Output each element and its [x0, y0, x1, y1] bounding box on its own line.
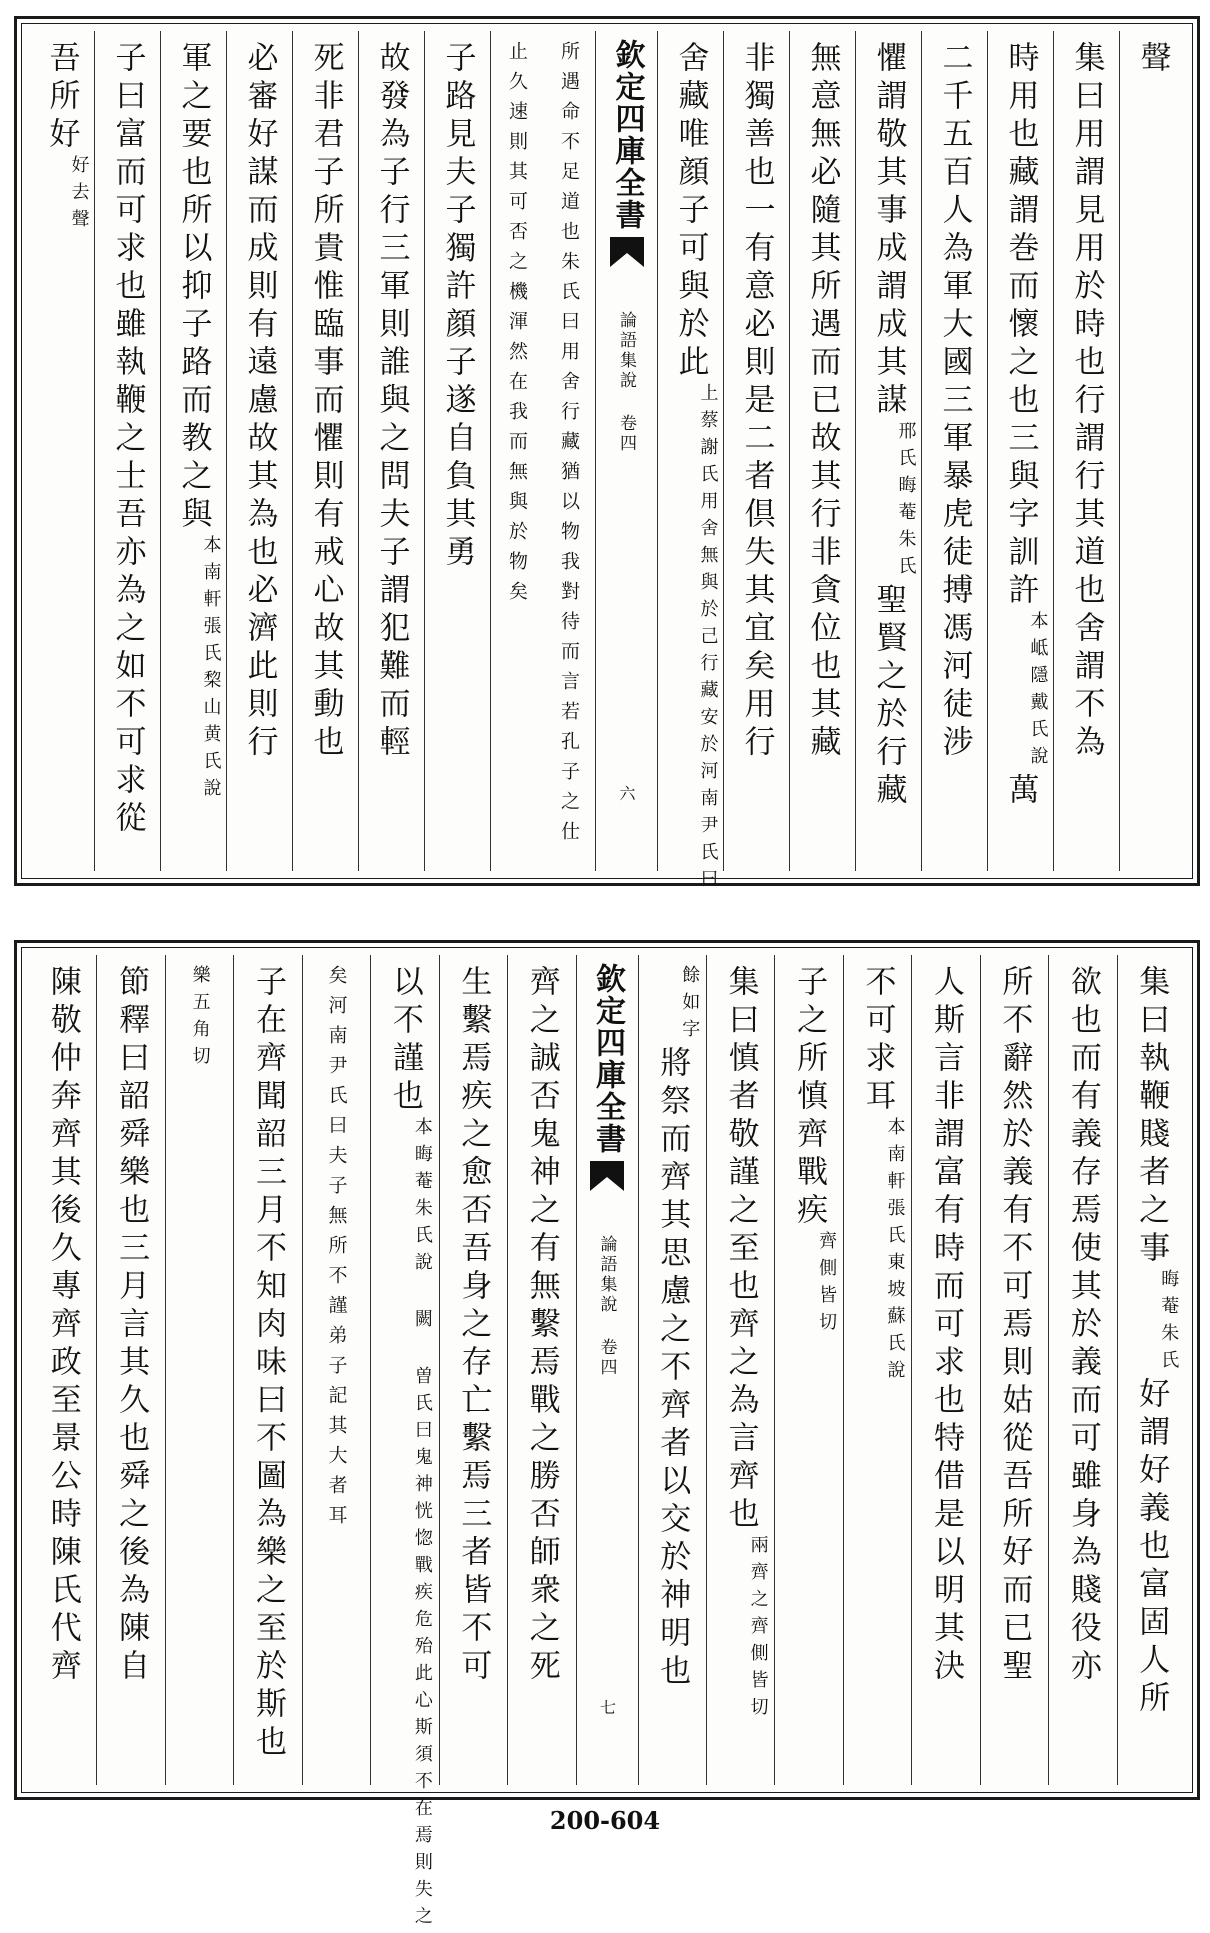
annotation: 本南軒張氏棃山黄氏說	[200, 535, 222, 805]
column-line	[429, 41, 487, 573]
column-text: 舍藏唯顔子可與於此	[672, 41, 709, 383]
text-column	[370, 955, 438, 1933]
column-text: 以不謹也	[386, 965, 423, 1117]
text-column	[1048, 955, 1116, 1785]
volume-label: 卷四	[616, 414, 636, 454]
text-column	[980, 955, 1048, 1785]
column-line	[712, 965, 770, 1724]
annotation: 邢氏晦菴朱氏	[895, 421, 917, 583]
column-text: 聲	[1134, 41, 1171, 79]
column-text: 時用也藏謂巻而懷之也三與字訓許	[1002, 41, 1039, 611]
text-column	[358, 31, 424, 871]
text-column	[1053, 31, 1119, 871]
text-column	[855, 31, 921, 871]
book-title: 論語集說	[596, 1235, 617, 1315]
series-title: 欽定四庫全書	[590, 963, 625, 1155]
column-text: 故發為子行三軍則誰與之問夫子謂犯難而輕	[373, 41, 410, 763]
column-text: 將祭而齊其思慮之不齊者以交於神明也	[654, 1046, 691, 1692]
text-column	[233, 955, 301, 1785]
text-column	[723, 31, 789, 871]
annotation: 上蔡謝氏用舍無與於己行藏安於	[697, 383, 719, 761]
column-line	[849, 965, 907, 1387]
text-column	[657, 31, 723, 896]
annotation: 晦菴朱氏	[1158, 1269, 1180, 1377]
text-column	[638, 955, 706, 1785]
text-column	[921, 31, 987, 871]
text-column	[29, 31, 94, 871]
column-text: 必審好謀而成則有遠慮故其為也必濟此則行	[241, 41, 278, 763]
text-column	[160, 31, 226, 871]
column-line	[860, 41, 918, 811]
column-text: 陳敬仲奔齊其後久專齊政至景公時陳氏代齊	[44, 965, 81, 1687]
center-gutter	[595, 31, 657, 871]
column-line	[1122, 965, 1180, 1719]
text-column	[165, 955, 233, 1785]
column-text: 齊之誠否鬼神之有無繫焉戰之勝否師衆之死	[523, 965, 560, 1687]
annotation: 樂五角切	[189, 965, 211, 1073]
annotation: 河南尹氏曰	[697, 761, 719, 896]
annotation: 齊側皆切	[816, 1231, 838, 1339]
text-column	[490, 31, 595, 871]
text-column	[29, 955, 96, 1785]
annotation: 餘如字	[679, 965, 701, 1046]
column-text: 集曰慎者敬謹之至也齊之為言齊也	[722, 965, 759, 1535]
text-column	[424, 31, 490, 871]
column-text: 生繫焉疾之愈否吾身之存亡繫焉三者皆不可	[455, 965, 492, 1687]
column-text: 節釋曰韶舜樂也三月言其久也舜之後為陳自	[113, 965, 150, 1687]
book-title-block	[595, 1235, 620, 1378]
column-text: 無意無必隨其所遇而已故其行非貪位也其藏	[804, 41, 841, 763]
column-line	[33, 41, 91, 236]
annotation: 所遇命不足道也朱氏曰用舍行藏猶以物我對待而言若孔子之仕止久速則其可否之機渾然在我而無與於物矣	[506, 41, 580, 851]
text-column	[94, 31, 160, 871]
column-line	[643, 965, 701, 1692]
column-text: 死非君子所貴惟臨事而懼則有戒心故其動也	[307, 41, 344, 763]
column-text: 欲也而有義存焉使其於義而可雖身為賤役亦	[1064, 965, 1101, 1687]
column-text: 子路見夫子獨許顔子遂自負其勇	[439, 41, 476, 573]
book-title: 論語集說	[616, 311, 636, 391]
annotation: 矣河南尹氏曰夫子無所不謹弟子記其大者耳	[325, 965, 348, 1535]
column-line	[780, 965, 838, 1339]
column-text: 非獨善也一有意必則是二者倶失其宜矣用行	[738, 41, 775, 763]
text-column	[706, 955, 774, 1785]
column-text: 二千五百人為軍大國三軍暴虎徒搏馮河徒涉	[936, 41, 973, 763]
text-column	[774, 955, 842, 1785]
column-text: 不可求耳	[859, 965, 896, 1117]
column-text: 子之所慎齊戰疾	[791, 965, 828, 1231]
column-text: 人斯言非謂富有時而可求也特借是以明其決	[927, 965, 964, 1687]
leaf-number: 六	[617, 785, 636, 801]
text-column	[439, 955, 507, 1785]
column-line	[376, 965, 434, 1933]
column-line	[992, 41, 1050, 811]
top-page	[14, 16, 1200, 896]
column-text: 萬	[1002, 773, 1039, 811]
column-text: 集曰執鞭賤者之事	[1133, 965, 1170, 1269]
series-title: 欽定四庫全書	[609, 39, 645, 231]
text-column	[96, 955, 164, 1785]
column-text: 好謂好義也富固人所	[1133, 1377, 1170, 1719]
top-columns	[29, 31, 1185, 896]
text-column	[911, 955, 979, 1785]
text-column	[987, 31, 1053, 871]
text-column	[507, 955, 575, 1785]
text-column	[302, 955, 370, 1785]
annotation: 本岻隱戴氏說	[1027, 611, 1049, 773]
annotation: 本南軒張氏東坡蘇氏說	[884, 1117, 906, 1387]
column-text: 軍之要也所以抑子路而教之與	[175, 41, 212, 535]
text-column	[292, 31, 358, 871]
text-column	[1117, 955, 1185, 1785]
column-text: 子曰富而可求也雖執鞭之士吾亦為之如不可求從	[109, 41, 146, 839]
book-title-block	[614, 311, 639, 454]
column-text: 吾所好	[43, 41, 80, 155]
fishtail-mark-icon	[590, 1161, 624, 1191]
text-column	[1119, 31, 1185, 871]
center-gutter	[576, 955, 638, 1785]
column-text: 所不辭然於義有不可焉則姑從吾所好而已聖	[996, 965, 1033, 1687]
text-column	[843, 955, 911, 1785]
text-column	[226, 31, 292, 871]
column-line	[662, 41, 720, 896]
text-column	[789, 31, 855, 871]
fishtail-mark-icon	[610, 237, 644, 267]
column-text: 集曰用謂見用於時也行謂行其道也舍謂不為	[1068, 41, 1105, 763]
volume-label: 卷四	[596, 1338, 617, 1378]
column-text: 子在齊聞韶三月不知肉味曰不圖為樂之至於斯也	[250, 965, 287, 1763]
column-text: 懼謂敬其事成謂成其謀	[870, 41, 907, 421]
annotation: 兩齊之齊側皆切	[747, 1535, 769, 1724]
annotation: 好去聲	[68, 155, 90, 236]
column-text: 聖賢之於行藏	[870, 583, 907, 811]
leaf-number: 七	[597, 1699, 617, 1715]
page-number: 200-604	[549, 1806, 661, 1835]
column-line	[165, 41, 223, 805]
annotation: 本晦菴朱氏說 闕 曽氏曰鬼神恍惚戰疾危殆此心斯須不在焉則失之	[411, 1117, 433, 1933]
